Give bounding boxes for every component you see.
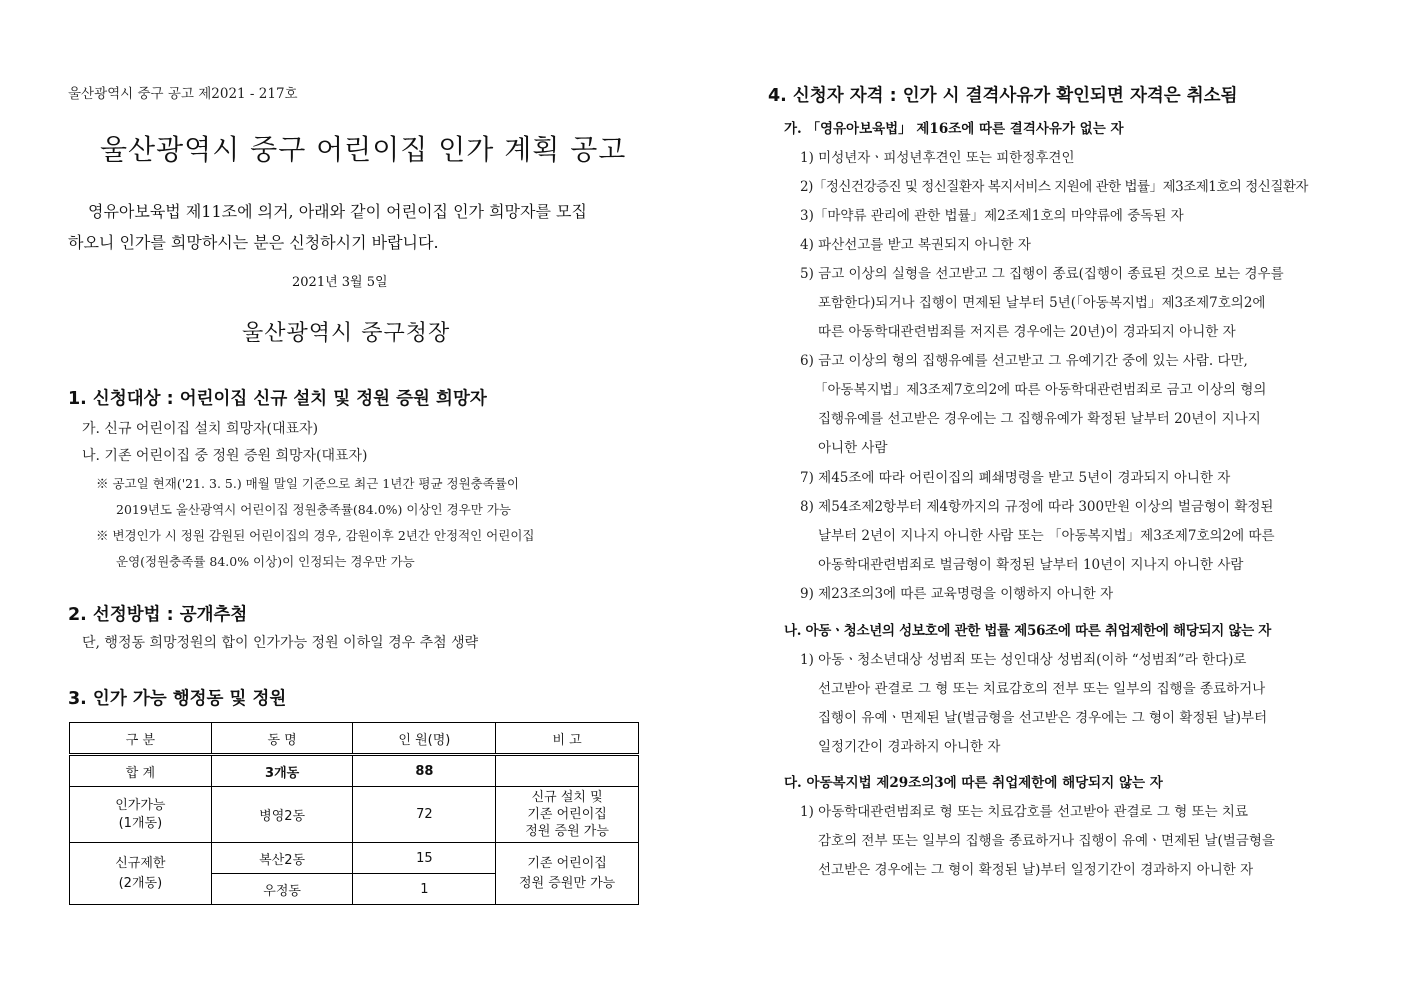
- table-row-allowed: [70, 787, 639, 843]
- ga-item: 1) 미성년자ㆍ피성년후견인 또는 피한정후견인: [800, 150, 1075, 166]
- section-1-item-ga: 가. 신규 어린이집 설치 희망자(대표자): [82, 421, 319, 437]
- issuer: 울산광역시 중구청장: [242, 321, 451, 346]
- table-cell: 합 계: [70, 755, 212, 787]
- table-cell: 15: [353, 843, 496, 874]
- ga-item-continued: 아니한 사람: [818, 440, 888, 456]
- na-item-continued: 선고받아 관결로 그 형 또는 치료감호의 전부 또는 일부의 집행을 종료하거나: [818, 681, 1266, 697]
- sub-heading-da: 다. 아동복지법 제29조의3에 따른 취업제한에 해당되지 않는 자: [784, 775, 1163, 791]
- section-3-heading: 3. 인가 가능 행정동 및 정원: [68, 689, 287, 709]
- table-cell: 3개동: [211, 755, 353, 787]
- table-header-cell: 구 분: [70, 723, 212, 755]
- da-item: 1) 아동학대관련범죄로 형 또는 치료감호를 선고받아 관결로 그 형 또는 치료: [800, 804, 1248, 820]
- ga-item-continued: 따른 아동학대관련범죄를 저지른 경우에는 20년)이 경과되지 아니한 자: [818, 324, 1236, 340]
- notice-number: 울산광역시 중구 공고 제2021 - 217호: [68, 86, 298, 102]
- table-header-cell: 비 고: [496, 723, 639, 755]
- sub-heading-na: 나. 아동ㆍ청소년의 성보호에 관한 법률 제56조에 따른 취업제한에 해당되지 않는 자: [784, 623, 1272, 639]
- ga-item: 6) 금고 이상의 형의 집행유예를 선고받고 그 유예기간 중에 있는 사람. 다만,: [800, 353, 1248, 369]
- section-4-heading: 4. 신청자 자격 : 인가 시 결격사유가 확인되면 자격은 취소됨: [768, 86, 1238, 106]
- ga-item-continued: 아동학대관련범죄로 벌금형이 확정된 날부터 10년이 지나지 아니한 사람: [818, 557, 1244, 573]
- section-1-note-1a: ※ 공고일 현재('21. 3. 5.) 매월 말일 기준으로 최근 1년간 평균 정원충족률이: [96, 476, 519, 491]
- section-1-note-1b: 2019년도 울산광역시 어린이집 정원충족률(84.0%) 이상인 경우만 가능: [116, 502, 511, 517]
- allowed-note-line: 기존 어린이집: [527, 807, 607, 822]
- ga-item: 5) 금고 이상의 실형을 선고받고 그 집행이 종료(집행이 종료된 것으로 보는 경우를: [800, 266, 1284, 282]
- page-title: 울산광역시 중구 어린이집 인가 계획 공고: [100, 133, 627, 166]
- table-header-cell: 인 원(명): [353, 723, 496, 755]
- ga-item: 7) 제45조에 따라 어린이집의 폐쇄명령을 받고 5년이 경과되지 아니한 자: [800, 470, 1231, 486]
- table-row-limited-1: [70, 843, 639, 874]
- section-1-item-na: 나. 기존 어린이집 중 정원 증원 희망자(대표자): [82, 448, 368, 464]
- allowed-note-line: 정원 증원 가능: [525, 824, 609, 839]
- ga-item-continued: 날부터 2년이 지나지 아니한 사람 또는 「아동복지법」제3조제7호의2에 따른: [818, 528, 1275, 544]
- district-quota-table: [69, 722, 639, 905]
- na-item-continued: 집행이 유예ㆍ면제된 날(벌금형을 선고받은 경우에는 그 형이 확정된 날)부터: [818, 710, 1268, 726]
- intro-line-2: 하오니 인가를 희망하시는 분은 신청하시기 바랍니다.: [68, 233, 439, 252]
- table-cell: 72: [353, 787, 496, 843]
- intro-paragraph: [68, 196, 638, 258]
- table-header-cell: 동 명: [211, 723, 353, 755]
- section-2-text: 단, 행정동 희망정원의 합이 인가가능 정원 이하일 경우 추첨 생략: [82, 635, 479, 651]
- table-cell: [70, 787, 212, 843]
- limited-note-line: 기존 어린이집: [527, 855, 607, 871]
- table-cell: 병영2동: [211, 787, 353, 843]
- ga-item: 4) 파산선고를 받고 복권되지 아니한 자: [800, 237, 1031, 253]
- table-cell: [70, 843, 212, 905]
- table-row-total: [70, 755, 639, 787]
- table-cell: 우정동: [211, 874, 353, 905]
- table-cell: [496, 843, 639, 905]
- limited-label-line: 신규제한: [115, 855, 166, 871]
- da-item-continued: 선고받은 경우에는 그 형이 확정된 날)부터 일정기간이 경과하지 아니한 자: [818, 862, 1254, 878]
- na-item-continued: 일정기간이 경과하지 아니한 자: [818, 739, 1001, 755]
- table-cell: 1: [353, 874, 496, 905]
- ga-item: 9) 제23조의3에 따른 교육명령을 이행하지 아니한 자: [800, 586, 1114, 602]
- table-cell: [496, 787, 639, 843]
- ga-item: 3)「마약류 관리에 관한 법률」제2조제1호의 마약류에 중독된 자: [800, 208, 1184, 224]
- ga-item: 8) 제54조제2항부터 제4항까지의 규정에 따라 300만원 이상의 벌금형이 확정된: [800, 499, 1274, 515]
- na-item: 1) 아동ㆍ청소년대상 성범죄 또는 성인대상 성범죄(이하 “성범죄”라 한다)로: [800, 652, 1247, 668]
- ga-item-continued: 집행유예를 선고받은 경우에는 그 집행유예가 확정된 날부터 20년이 지나지: [818, 411, 1261, 427]
- notice-date: 2021년 3월 5일: [292, 275, 388, 290]
- table-header-row: [70, 723, 639, 755]
- allowed-label-line: (1개동): [118, 815, 163, 831]
- table-cell: [496, 755, 639, 787]
- ga-item-continued: 포함한다)되거나 집행이 면제된 날부터 5년(「아동복지법」제3조제7호의2에: [818, 295, 1266, 311]
- da-item-continued: 감호의 전부 또는 일부의 집행을 종료하거나 집행이 유예ㆍ면제된 날(벌금형을: [818, 833, 1275, 849]
- ga-item: 2)「정신건강증진 및 정신질환자 복지서비스 지원에 관한 법률」제3조제1호의 정신질환자: [800, 179, 1308, 195]
- table-cell: 88: [353, 755, 496, 787]
- section-1-heading: 1. 신청대상 : 어린이집 신규 설치 및 정원 증원 희망자: [68, 389, 487, 409]
- section-2-heading: 2. 선정방법 : 공개추첨: [68, 605, 248, 625]
- allowed-note-line: 신규 설치 및: [531, 790, 603, 805]
- section-1-note-2a: ※ 변경인가 시 정원 감원된 어린이집의 경우, 감원이후 2년간 안정적인 어린이집: [96, 528, 535, 543]
- limited-note-line: 정원 증원만 가능: [519, 875, 616, 891]
- allowed-label-line: 인가가능: [115, 797, 166, 813]
- sub-heading-ga: 가. 「영유아보육법」 제16조에 따른 결격사유가 없는 자: [784, 121, 1124, 137]
- table-cell: 복산2동: [211, 843, 353, 874]
- intro-line-1: 영유아보육법 제11조에 의거, 아래와 같이 어린이집 인가 희망자를 모집: [88, 202, 587, 221]
- ga-item-continued: 「아동복지법」제3조제7호의2에 따른 아동학대관련범죄로 금고 이상의 형의: [814, 382, 1267, 398]
- limited-label-line: (2개동): [118, 875, 163, 891]
- section-1-note-2b: 운영(정원충족률 84.0% 이상)이 인정되는 경우만 가능: [116, 554, 415, 569]
